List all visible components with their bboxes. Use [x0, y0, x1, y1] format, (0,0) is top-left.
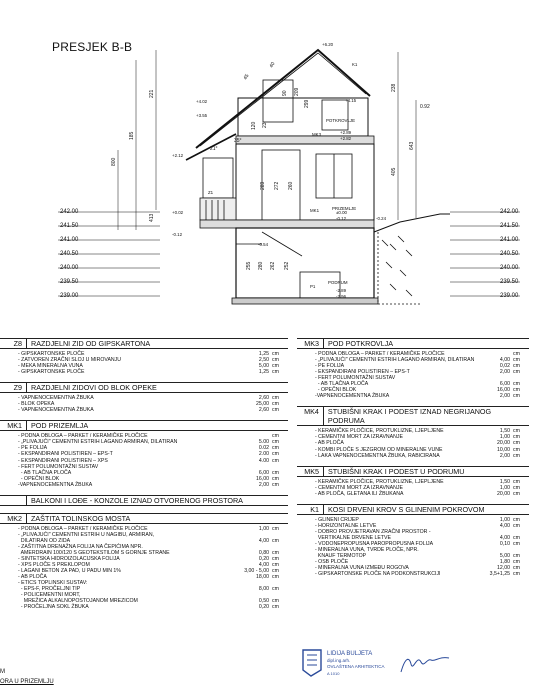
spec-thickness: 3,00 - 5,00 cm — [244, 568, 279, 575]
spec-thickness: 2.00 cm — [258, 451, 279, 458]
terrain-level-left: 241.00 — [60, 237, 79, 243]
spec-thickness: 0,10 cm — [499, 540, 520, 547]
level-mark: +6.20 — [322, 42, 334, 47]
spec-layer: -VAPNENOCEMENTNA ŽBUKA — [315, 393, 390, 400]
dimension-label: 252 — [284, 261, 290, 270]
spec-layer: - AB TLAČNA PLOČA — [18, 469, 72, 476]
spec-layer: -VAPNENOCEMENTNA ŽBUKA — [18, 481, 93, 488]
terrain-level-right: 242.00 — [500, 209, 519, 215]
spec-layer: - PE FOLIJA — [315, 363, 345, 370]
spec-thickness: 1,00 cm — [258, 525, 279, 532]
dimension-label: 289 — [260, 181, 266, 190]
spec-layer: - KERAMIČKE PLOČICE, PROTUKLIZNE, LJEPLJENE — [315, 428, 444, 435]
spec-layer: - POLICEMENTNI MORT, — [18, 592, 81, 599]
spec-header — [0, 338, 288, 349]
spec-code: Z9 — [0, 383, 27, 392]
terrain-level-right: 239.00 — [500, 293, 519, 299]
terrain-level-right: 240.00 — [500, 265, 519, 271]
level-mark: -2.89 — [336, 288, 347, 293]
spec-layer: - PODNA OBLOGA – PARKET / KERAMIČKE PLOČICE — [18, 433, 148, 440]
dimension-label: 260 — [288, 181, 294, 190]
dimension-label: 299 — [304, 99, 310, 108]
spec-thickness: 6,00 cm — [499, 381, 520, 388]
level-mark: +2.82 — [340, 136, 352, 141]
spec-layer: - FERT POLUMONTAŽNI SUSTAV — [315, 375, 396, 382]
spec-thickness: 8,00 cm — [258, 586, 279, 593]
spec-layer: - HORIZONTALNE LETVE — [315, 522, 377, 529]
spec-layer: - EPS-F, PROČELJNI TIP — [18, 586, 81, 593]
spec-row — [0, 407, 288, 413]
spec-block — [0, 513, 288, 611]
level-mark: +4.02 — [196, 99, 208, 104]
spec-thickness: 10,00 cm — [497, 446, 520, 453]
spec-layer: - DOBRO PROVJETRAVAN ZRAČNI PROSTOR - — [315, 528, 431, 535]
spec-layer: AMERDRAIN 100/120 S GEOTEKSTILOM S GORNJE STRANE — [18, 549, 170, 556]
dimension-label: 255 — [246, 261, 252, 270]
spec-thickness: 3,5+1,25 cm — [489, 571, 520, 578]
level-mark: +2.12 — [172, 153, 184, 158]
spec-name: KOSI DRVENI KROV S GLINENIM POKROVOM — [328, 504, 485, 514]
terrain-level-right: 240.50 — [500, 251, 519, 257]
dimension-label: 45 — [242, 73, 251, 81]
level-mark: K1 — [352, 62, 358, 67]
spec-code: K1 — [297, 505, 324, 514]
dimension-label: 120 — [251, 121, 257, 130]
spec-layer: KNAUF TERMOTOP — [315, 553, 367, 560]
spec-layer: MREŽICA ALKALNOPOSTOJANOM MREZICOM — [18, 598, 138, 605]
spec-thickness: 1,00 cm — [499, 484, 520, 491]
level-mark: PRIZEMLJE — [332, 206, 357, 211]
dimension-label: 21° — [210, 146, 218, 152]
spec-layer: - LAKA VAPNENOCEMENTNA ŽBUKA, RABICIRANA — [315, 452, 440, 459]
footer-line2: ORA U PRIZEMLJU — [0, 679, 54, 685]
stamp-title: dipl.ing.arh. — [327, 658, 351, 663]
spec-layer: - AB PLOČA — [315, 440, 344, 447]
spec-code: MK3 — [297, 339, 324, 348]
terrain-level-left: 240.00 — [60, 265, 79, 271]
spec-block — [0, 382, 288, 413]
slab-basement — [232, 298, 378, 304]
spec-block — [0, 338, 288, 375]
spec-block — [0, 495, 288, 506]
level-mark: -2.96 — [336, 294, 347, 299]
spec-code: Z8 — [0, 339, 27, 348]
spec-code: MK1 — [0, 421, 27, 430]
spec-layer: - AB PLOČA, GLETANA ILI ŽBUKANA — [315, 490, 404, 497]
spec-layer: - EKSPANDIRANI POLISTIREN – XPS — [18, 457, 108, 464]
dimension-label: 262 — [270, 261, 276, 270]
spec-layer: - ZATVOREN ZRAČNI SLOJ U MIROVANJU — [18, 357, 121, 364]
level-mark: MK1 — [310, 208, 320, 213]
spec-block — [297, 504, 529, 577]
spec-code: MK2 — [0, 514, 27, 523]
spec-layer: - KERAMIČKE PLOČICE, PROTUKLIZNE, LJEPLJENE — [315, 478, 444, 485]
spec-layer: - PODNA OBLOGA – PARKET / KERAMIČKE PLOČICE — [315, 351, 445, 357]
level-mark: +0.02 — [172, 210, 184, 215]
spec-thickness: 16,00 cm — [256, 475, 279, 482]
spec-header — [297, 406, 529, 426]
spec-layer: - PROČELJNA SOKL ŽBUKA — [18, 604, 89, 611]
spec-row — [297, 491, 529, 497]
level-mark: -0.54 — [258, 242, 269, 247]
spec-code: MK5 — [297, 467, 324, 476]
spec-row — [297, 453, 529, 459]
spec-row — [297, 571, 529, 577]
spec-layer: - PODNA OBLOGA – PARKET / KERAMIČKE PLOČICE — [18, 525, 148, 532]
spec-row — [0, 482, 288, 488]
level-mark: P1 — [310, 284, 316, 289]
spec-name: POD POTKROVLJA — [328, 339, 394, 348]
spec-layer: - CEMENTNI MORT ZA IZRAVNANJE — [315, 434, 403, 441]
signature — [401, 658, 449, 672]
spec-block — [297, 338, 529, 399]
spec-thickness: 2,60 cm — [258, 395, 279, 402]
spec-layer: - XPS PLOČE S PREKLOPOM — [18, 562, 90, 569]
spec-layer: - EKSPANDIRANI POLISTIREN – EPS-T — [18, 451, 113, 458]
spec-header — [0, 420, 288, 431]
section-drawing — [0, 0, 551, 330]
dimension-label: 800 — [111, 157, 117, 166]
spec-thickness: 2,60 cm — [258, 407, 279, 414]
spec-thickness: 1,25 cm — [258, 369, 279, 376]
terrain-level-right: 241.00 — [500, 237, 519, 243]
spec-thickness: 5.00 cm — [258, 439, 279, 446]
spec-layer: - LAGANI BETON ZA PAD, U PADU MIN 1% — [18, 568, 121, 575]
spec-layer: - OPEČNI BLOK — [315, 387, 357, 394]
spec-row — [0, 604, 288, 610]
spec-thickness: 18,00 cm — [256, 574, 279, 581]
spec-header — [0, 382, 288, 393]
dimension-label: 413 — [149, 213, 155, 222]
spec-header — [0, 495, 288, 506]
spec-layer: - SINTETSKA HIDROIZOLACIJSKA FOLIJA — [18, 555, 120, 562]
level-mark: PODRUM — [328, 280, 348, 285]
spec-block — [0, 420, 288, 487]
level-mark: -0.12 — [172, 232, 183, 237]
spec-layer: - VAPNENOCEMENTNA ŽBUKA — [18, 407, 94, 414]
spec-thickness: 1,00 cm — [499, 516, 520, 523]
spec-layer: DILATIRAN OD ZIDA — [18, 537, 71, 544]
spec-layer: - VAPNENOCEMENTNA ŽBUKA — [18, 395, 94, 402]
spec-layer: - MINERALNA VUNA IZMEĐU ROGOVA — [315, 565, 409, 572]
spec-layer: - GLINENI CRIJEP — [315, 516, 359, 523]
spec-layer: - EKSPANDIRANI POLISTIREN – EPS-T — [315, 369, 410, 376]
specs-right — [297, 338, 529, 584]
spec-thickness: 20,00 cm — [497, 440, 520, 447]
spec-thickness: cm — [272, 433, 279, 440]
spec-layer: VERTIKALNE DRVENE LETVE — [315, 534, 391, 541]
slab-attic — [236, 136, 374, 144]
level-mark: MK3 — [312, 132, 322, 137]
spec-thickness: 1,50 cm — [499, 428, 520, 435]
spec-thickness: 4,00 cm — [499, 534, 520, 541]
slab-ground — [200, 220, 374, 228]
spec-layer: - OSB PLOČE — [315, 559, 349, 566]
dimension-label: 643 — [409, 141, 415, 150]
spec-row — [0, 369, 288, 375]
dimension-label: 23 — [262, 122, 268, 128]
spec-layer: - MINERALNA VUNA, TVRDE PLOČE, NPR. — [315, 546, 419, 553]
spec-thickness: 6,00 cm — [258, 469, 279, 476]
spec-layer: - FERT POLUMONTAŽNI SUSTAV — [18, 463, 99, 470]
level-mark: POTKROVLJE — [326, 118, 356, 123]
level-mark: +2.89 — [340, 130, 352, 135]
terrain-level-left: 239.00 — [60, 293, 79, 299]
spec-header — [297, 466, 529, 477]
dimension-label: 0.92 — [420, 104, 430, 110]
spec-layer: - PE FOLIJA — [18, 445, 48, 452]
specs-left — [0, 338, 288, 617]
spec-thickness: 0,20 cm — [258, 604, 279, 611]
spec-thickness: 0,20 cm — [258, 555, 279, 562]
spec-thickness: 1,50 cm — [499, 478, 520, 485]
spec-thickness: 4,00 cm — [258, 537, 279, 544]
terrain-level-left: 242.00 — [60, 209, 79, 215]
spec-thickness: 25,00 cm — [256, 401, 279, 408]
spec-layer: - AB PLOČA — [18, 574, 47, 581]
spec-thickness: 0,02 cm — [499, 363, 520, 370]
level-mark: ±0.00 — [336, 210, 347, 215]
spec-thickness: 2,00 cm — [499, 393, 520, 400]
spec-row — [297, 393, 529, 399]
spec-name: STUBIŠNI KRAK I PODEST U PODRUMU — [328, 466, 465, 476]
spec-block — [297, 466, 529, 497]
basement-box — [236, 228, 374, 298]
spec-thickness: 0.02 cm — [258, 445, 279, 452]
spec-thickness: 20,00 cm — [497, 490, 520, 497]
spec-thickness: 2,00 cm — [499, 369, 520, 376]
spec-name: RAZDJELNI ZIDOVI OD BLOK OPEKE — [31, 383, 157, 393]
spec-code: MK4 — [297, 407, 324, 425]
level-mark: Z1 — [208, 190, 214, 195]
dimension-label: 185 — [129, 131, 135, 140]
dimension-label: 209 — [294, 87, 300, 96]
terrain-level-left: 239.50 — [60, 279, 79, 285]
spec-thickness: 16,00 cm — [497, 387, 520, 394]
spec-header — [297, 338, 529, 349]
stamp-name: LIDIJA BULJETA — [327, 651, 373, 657]
spec-thickness: 4,00 cm — [499, 357, 520, 364]
spec-header — [0, 513, 288, 524]
stamp-logo — [303, 650, 321, 676]
spec-thickness: 1,25 cm — [258, 351, 279, 357]
spec-layer: - GIPSKARTONSKE PLOČE — [18, 351, 85, 357]
spec-thickness: 0,50 cm — [258, 598, 279, 605]
spec-layer: - KOMBI PLOČE S JEZGROM OD MINERALNE VUNE — [315, 446, 443, 453]
spec-layer: - ETICS TOPLINSKI SUSTAV: — [18, 580, 88, 587]
terrain-level-right: 241.50 — [500, 223, 519, 229]
spec-layer: - GIPSKARTONSKE PLOČE — [18, 369, 85, 376]
spec-layer: - „PLIVAJUĆI" CEMENTNI ESTRIH LAGANO ARMIRAN, DILATIRAN — [315, 357, 475, 364]
spec-layer: - GIPSKARTONSKE PLOČE NA PODKONSTRUKCIJI — [315, 571, 441, 578]
stamp-number: A 1010 — [327, 671, 340, 676]
spec-thickness: cm — [513, 351, 520, 357]
spec-header — [297, 504, 529, 515]
spec-code — [0, 496, 27, 505]
dimension-label: 405 — [391, 167, 397, 176]
level-mark: -0.12 — [336, 216, 347, 221]
footer-line1: M — [0, 669, 5, 675]
level-mark: +3.55 — [196, 113, 208, 118]
spec-layer: - MEKA MINERALNA VUNA — [18, 363, 83, 370]
spec-name: STUBIŠNI KRAK I PODEST IZNAD NEGRIJANOG PODRUMA — [327, 407, 492, 426]
spec-block — [297, 406, 529, 458]
spec-thickness: 4,00 cm — [258, 562, 279, 569]
dimension-label: 238 — [391, 83, 397, 92]
spec-thickness: 5,00 cm — [258, 363, 279, 370]
terrain-level-left: 240.50 — [60, 251, 79, 257]
dim-chain-left — [118, 50, 156, 230]
spec-name: ZAŠTITA TOLINSKOG MOSTA — [31, 513, 131, 523]
level-mark: +4.15 — [345, 98, 357, 103]
spec-layer: - CEMENTNI MORT ZA IZRAVNANJE — [315, 484, 403, 491]
level-mark: -0.24 — [376, 216, 387, 221]
spec-name: POD PRIZEMLJA — [31, 421, 89, 431]
spec-layer: - „PLIVAJUĆI" CEMENTNI ESTRIH LAGANO ARMIRAN, DILATIRAN — [18, 439, 178, 446]
terrain-level-right: 239.50 — [500, 279, 519, 285]
spec-thickness: 1,00 cm — [499, 434, 520, 441]
terrain-level-left: 241.50 — [60, 223, 79, 229]
spec-layer: - ZAŠTITNA DRENAŽNA FOLIJA NA ČEPIĆIMA NPR. — [18, 543, 143, 550]
dimension-label: 272 — [274, 181, 280, 190]
spec-layer: - OPEČNI BLOK — [18, 475, 60, 482]
spec-layer: - VODONEPROPUSNA PAROPROPUSNA FOLIJA — [315, 540, 434, 547]
spec-thickness: 1,80 cm — [499, 559, 520, 566]
spec-thickness: 2,00 cm — [258, 481, 279, 488]
spec-layer: - AB TLAČNA PLOČA — [315, 381, 369, 388]
drawing-title: PRESJEK B-B — [52, 40, 133, 54]
spec-thickness: 4.00 cm — [258, 457, 279, 464]
spec-layer: - BLOK OPEKA — [18, 401, 55, 408]
stamp-license: OVLAŠTENA ARHITEKTICA — [327, 664, 385, 669]
dimension-label: 40 — [268, 61, 277, 69]
dimension-label: 221 — [149, 89, 155, 98]
spec-thickness: 12,00 cm — [497, 565, 520, 572]
architect-stamp — [301, 646, 461, 680]
dimension-label: 280 — [258, 261, 264, 270]
spec-name: RAZDJELNI ZID OD GIPSKARTONA — [31, 339, 151, 348]
dim-chain-right — [398, 52, 416, 220]
spec-thickness: 2,50 cm — [258, 357, 279, 364]
spec-thickness: 4,00 cm — [499, 522, 520, 529]
spec-name: BALKONI I LOĐE - KONZOLE IZNAD OTVORENOG PROSTORA — [31, 495, 243, 505]
dimension-label: 90 — [282, 90, 288, 96]
dimension-label: 35° — [234, 138, 242, 144]
spec-thickness: 2,00 cm — [499, 452, 520, 459]
spec-layer: - „PLIVAJUĆI" CEMENTNI ESTRIH U NAGIBU, ARMIRAN, — [18, 531, 155, 538]
spec-thickness: 0,80 cm — [258, 549, 279, 556]
spec-thickness: 5,00 cm — [499, 553, 520, 560]
